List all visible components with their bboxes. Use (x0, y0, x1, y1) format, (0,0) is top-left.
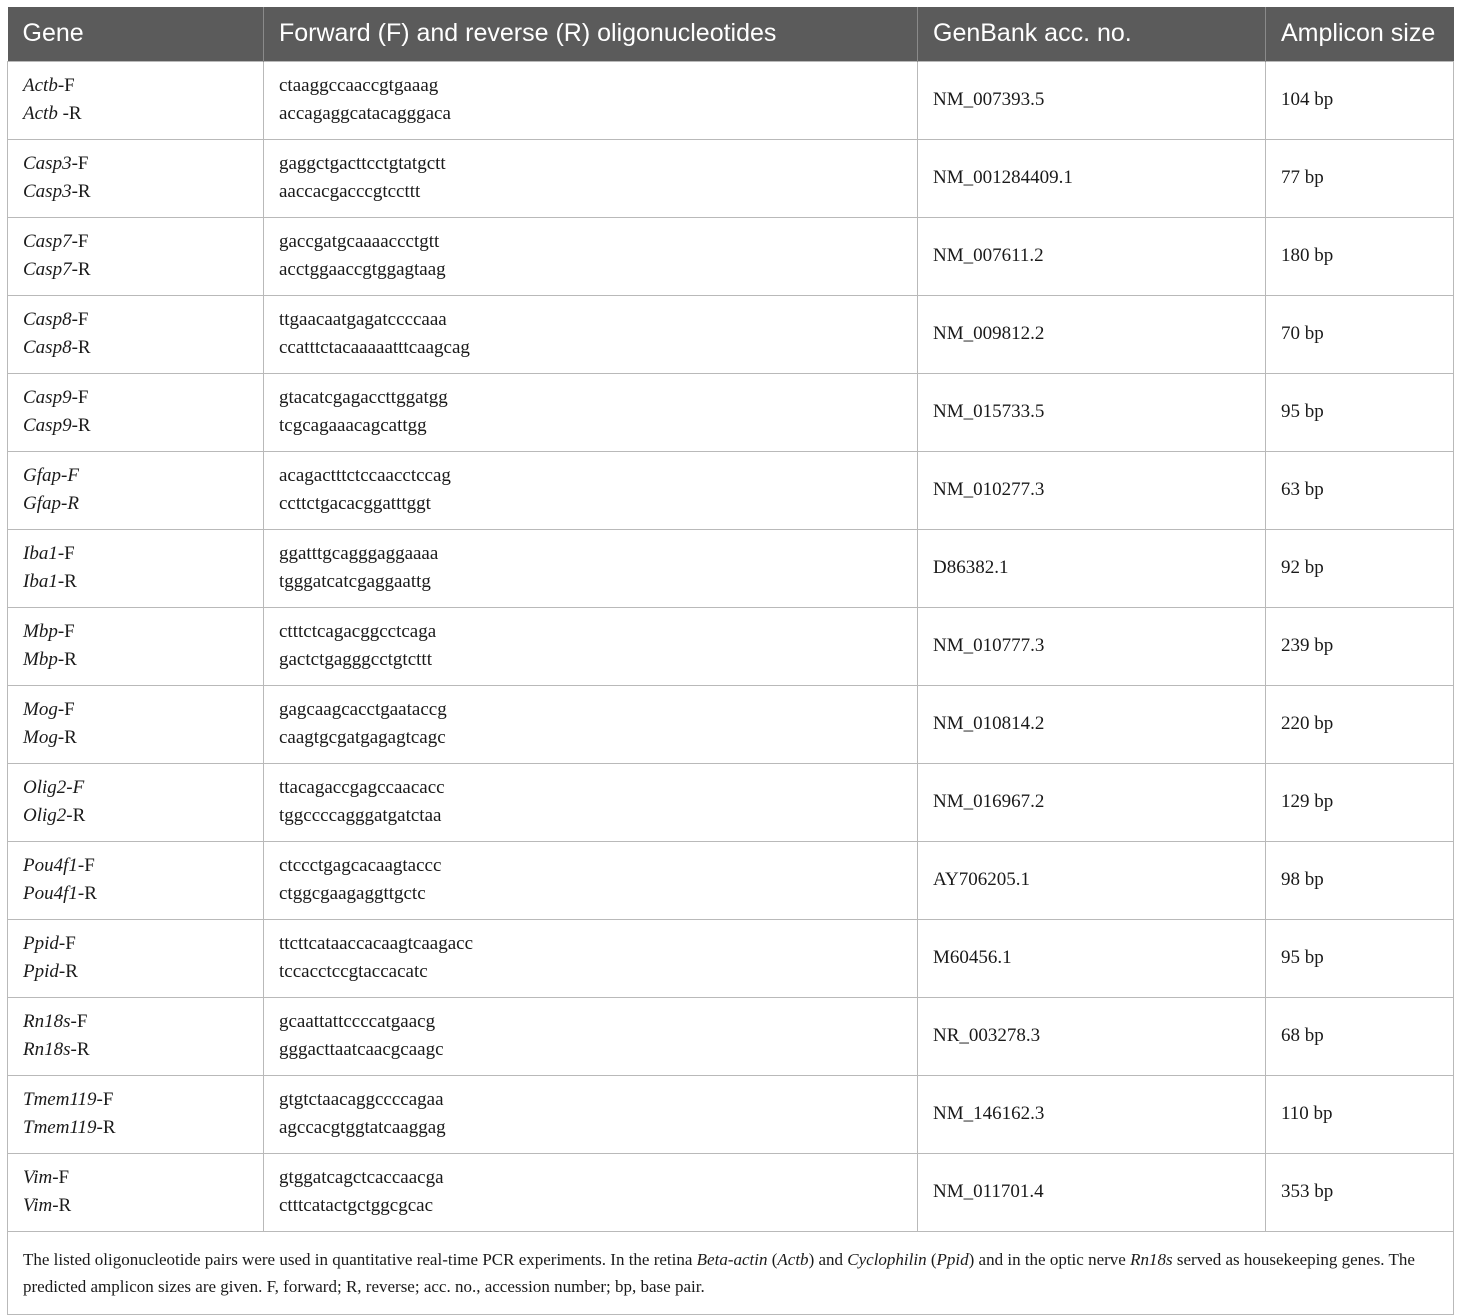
genbank-cell: D86382.1 (918, 529, 1266, 607)
gene-cell (8, 373, 264, 451)
amplicon-cell: 353 bp (1266, 1153, 1454, 1231)
reverse-sequence: tggccccagggatgatctaa (279, 805, 442, 826)
gene-symbol: Pou4f1 (23, 883, 78, 904)
header-row (8, 7, 1454, 61)
primer-suffix: -R (71, 181, 91, 202)
footnote-italic: Beta-actin (696, 1249, 768, 1269)
reverse-primer-name (23, 802, 263, 830)
primer-suffix: -F (57, 543, 75, 564)
forward-primer-name (23, 1164, 263, 1192)
reverse-sequence: accagaggcatacagggaca (279, 103, 451, 124)
amplicon-cell: 98 bp (1266, 841, 1454, 919)
genbank-cell: NM_015733.5 (918, 373, 1266, 451)
forward-primer-name (23, 384, 263, 412)
genbank-cell: NM_007393.5 (918, 61, 1266, 139)
gene-symbol: Tmem119 (23, 1117, 97, 1138)
gene-symbol: Mog (23, 727, 58, 748)
reverse-sequence: gggacttaatcaacgcaagc (279, 1039, 444, 1060)
reverse-primer-name (23, 490, 263, 518)
table-row (8, 373, 1454, 451)
footnote-italic: Ppid (936, 1249, 969, 1269)
table-row (8, 919, 1454, 997)
primer-suffix: -F (71, 153, 89, 174)
gene-symbol: Pou4f1 (23, 855, 78, 876)
primer-suffix: -F (58, 933, 76, 954)
table-footnote (8, 1231, 1454, 1314)
gene-symbol: Rn18s (23, 1011, 71, 1032)
forward-sequence: acagactttctccaacctccag (279, 465, 451, 486)
gene-symbol: Casp8 (23, 337, 72, 358)
reverse-primer-name (23, 334, 263, 362)
gene-symbol: Casp3 (23, 153, 72, 174)
footnote-text: ( (926, 1249, 937, 1269)
reverse-primer-name (23, 178, 263, 206)
primer-suffix: -F (71, 309, 89, 330)
primer-suffix: -R (57, 727, 77, 748)
primer-suffix: -F (96, 1089, 114, 1110)
oligo-cell (264, 529, 918, 607)
reverse-primer-name (23, 1192, 263, 1220)
primer-suffix: -F (57, 75, 75, 96)
forward-sequence: ctaaggccaaccgtgaaag (279, 75, 439, 96)
gene-symbol: Mbp (23, 621, 58, 642)
oligo-cell (264, 997, 918, 1075)
reverse-sequence: acctggaaccgtggagtaag (279, 259, 446, 280)
genbank-cell: NM_011701.4 (918, 1153, 1266, 1231)
primer-suffix: -R (58, 961, 78, 982)
table-row (8, 61, 1454, 139)
gene-symbol: Rn18s (23, 1039, 71, 1060)
forward-sequence: ctccctgagcacaagtaccc (279, 855, 442, 876)
genbank-cell: M60456.1 (918, 919, 1266, 997)
reverse-sequence: ctggcgaagaggttgctc (279, 883, 426, 904)
primer-suffix: -F (71, 231, 89, 252)
gene-symbol: Gfap-R (23, 493, 79, 514)
forward-primer-name (23, 696, 263, 724)
forward-sequence: gtgtctaacaggccccagaa (279, 1089, 444, 1110)
oligo-cell (264, 61, 918, 139)
gene-symbol: Mog (23, 699, 58, 720)
genbank-cell: NM_016967.2 (918, 763, 1266, 841)
table-row (8, 997, 1454, 1075)
primer-suffix: -F (70, 1011, 88, 1032)
amplicon-cell: 63 bp (1266, 451, 1454, 529)
oligo-cell (264, 607, 918, 685)
forward-sequence: ctttctcagacggcctcaga (279, 621, 437, 642)
forward-primer-name (23, 1008, 263, 1036)
reverse-sequence: ccatttctacaaaaatttcaagcag (279, 337, 470, 358)
gene-symbol: Mbp (23, 649, 58, 670)
reverse-sequence: tccacctccgtaccacatc (279, 961, 428, 982)
primer-table-container (7, 7, 1453, 1315)
primer-suffix: -R (77, 883, 97, 904)
header-genbank: GenBank acc. no. (918, 7, 1266, 61)
forward-sequence: gaccgatgcaaaaccctgtt (279, 231, 440, 252)
gene-symbol: Actb (23, 103, 58, 124)
primer-suffix: -R (71, 415, 91, 436)
primer-suffix: -F (71, 387, 89, 408)
gene-cell (8, 1153, 264, 1231)
reverse-primer-name (23, 646, 263, 674)
reverse-sequence: ctttcatactgctggcgcac (279, 1195, 434, 1216)
genbank-cell: NM_010277.3 (918, 451, 1266, 529)
oligo-cell (264, 685, 918, 763)
reverse-primer-name (23, 880, 263, 908)
gene-cell (8, 61, 264, 139)
header-gene: Gene (8, 7, 264, 61)
amplicon-cell: 95 bp (1266, 919, 1454, 997)
table-row (8, 529, 1454, 607)
amplicon-cell: 77 bp (1266, 139, 1454, 217)
gene-cell (8, 997, 264, 1075)
primer-table (7, 7, 1454, 1315)
primer-suffix: -F (77, 855, 95, 876)
primer-suffix: -R (71, 259, 91, 280)
forward-primer-name (23, 306, 263, 334)
forward-sequence: ggatttgcagggaggaaaa (279, 543, 439, 564)
primer-suffix: -R (70, 1039, 90, 1060)
primer-suffix: -R (57, 103, 82, 124)
gene-symbol: Actb (23, 75, 58, 96)
gene-symbol: Casp9 (23, 415, 72, 436)
forward-primer-name (23, 618, 263, 646)
forward-primer-name (23, 540, 263, 568)
header-oligos: Forward (F) and reverse (R) oligonucleotides (264, 7, 918, 61)
reverse-primer-name (23, 256, 263, 284)
gene-cell (8, 451, 264, 529)
primer-suffix: -R (71, 337, 91, 358)
genbank-cell: NM_001284409.1 (918, 139, 1266, 217)
gene-cell (8, 763, 264, 841)
gene-cell (8, 919, 264, 997)
genbank-cell: NM_146162.3 (918, 1075, 1266, 1153)
primer-suffix: -R (52, 1195, 72, 1216)
gene-symbol: Olig2 (23, 805, 67, 826)
footnote-italic: Rn18s (1130, 1249, 1173, 1269)
table-row (8, 763, 1454, 841)
forward-sequence: gtacatcgagaccttggatgg (279, 387, 448, 408)
gene-symbol: Casp8 (23, 309, 72, 330)
oligo-cell (264, 217, 918, 295)
gene-symbol: Iba1 (23, 543, 58, 564)
footnote-text: ( (767, 1249, 778, 1269)
gene-symbol: Tmem119 (23, 1089, 97, 1110)
oligo-cell (264, 841, 918, 919)
amplicon-cell: 104 bp (1266, 61, 1454, 139)
table-row (8, 685, 1454, 763)
gene-cell (8, 217, 264, 295)
reverse-primer-name (23, 724, 263, 752)
table-row (8, 451, 1454, 529)
gene-cell (8, 529, 264, 607)
gene-cell (8, 685, 264, 763)
oligo-cell (264, 451, 918, 529)
oligo-cell (264, 373, 918, 451)
oligo-cell (264, 763, 918, 841)
oligo-cell (264, 139, 918, 217)
amplicon-cell: 180 bp (1266, 217, 1454, 295)
primer-suffix: -R (96, 1117, 116, 1138)
oligo-cell (264, 1153, 918, 1231)
forward-sequence: gcaattattccccatgaacg (279, 1011, 436, 1032)
forward-primer-name (23, 228, 263, 256)
primer-suffix: -F (57, 621, 75, 642)
gene-symbol: Vim (23, 1195, 53, 1216)
reverse-sequence: tcgcagaaacagcattgg (279, 415, 427, 436)
forward-primer-name (23, 150, 263, 178)
forward-primer-name (23, 852, 263, 880)
reverse-primer-name (23, 100, 263, 128)
amplicon-cell: 70 bp (1266, 295, 1454, 373)
forward-primer-name (23, 930, 263, 958)
gene-symbol: Casp7 (23, 259, 72, 280)
amplicon-cell: 220 bp (1266, 685, 1454, 763)
reverse-sequence: ccttctgacacggatttggt (279, 493, 431, 514)
forward-primer-name (23, 72, 263, 100)
amplicon-cell: 110 bp (1266, 1075, 1454, 1153)
reverse-sequence: gactctgagggcctgtcttt (279, 649, 432, 670)
gene-cell (8, 1075, 264, 1153)
reverse-primer-name (23, 568, 263, 596)
oligo-cell (264, 919, 918, 997)
gene-cell (8, 607, 264, 685)
genbank-cell: NR_003278.3 (918, 997, 1266, 1075)
amplicon-cell: 68 bp (1266, 997, 1454, 1075)
gene-symbol: Iba1 (23, 571, 58, 592)
reverse-primer-name (23, 1114, 263, 1142)
genbank-cell: NM_010814.2 (918, 685, 1266, 763)
footnote-row (8, 1231, 1454, 1314)
reverse-sequence: caagtgcgatgagagtcagc (279, 727, 446, 748)
primer-suffix: -R (57, 649, 77, 670)
footnote-text: ) and in the optic nerve (968, 1249, 1131, 1269)
reverse-primer-name (23, 958, 263, 986)
footnote-text: The listed oligonucleotide pairs were used in quantitative real-time PCR experiments. In the retina (23, 1249, 697, 1269)
forward-sequence: ttgaacaatgagatccccaaa (279, 309, 447, 330)
gene-cell (8, 139, 264, 217)
amplicon-cell: 95 bp (1266, 373, 1454, 451)
header-amplicon: Amplicon size (1266, 7, 1454, 61)
forward-primer-name (23, 774, 263, 802)
footnote-italic: Cyclophilin (847, 1249, 927, 1269)
gene-symbol: Ppid (23, 961, 59, 982)
table-row (8, 1075, 1454, 1153)
amplicon-cell: 239 bp (1266, 607, 1454, 685)
footnote-text: served as housekeeping genes. The predicted amplicon sizes are given. F, forward; R, reverse; acc. no., accession number; bp, base pair. (23, 1249, 1415, 1296)
reverse-sequence: tgggatcatcgaggaattg (279, 571, 431, 592)
genbank-cell: NM_010777.3 (918, 607, 1266, 685)
gene-symbol: Casp7 (23, 231, 72, 252)
table-body (8, 61, 1454, 1231)
footnote-italic: Actb (777, 1249, 809, 1269)
primer-suffix: -R (57, 571, 77, 592)
amplicon-cell: 92 bp (1266, 529, 1454, 607)
forward-sequence: gagcaagcacctgaataccg (279, 699, 447, 720)
gene-symbol: Gfap-F (23, 465, 79, 486)
genbank-cell: AY706205.1 (918, 841, 1266, 919)
genbank-cell: NM_007611.2 (918, 217, 1266, 295)
gene-cell (8, 295, 264, 373)
table-row (8, 1153, 1454, 1231)
gene-cell (8, 841, 264, 919)
table-row (8, 841, 1454, 919)
reverse-primer-name (23, 412, 263, 440)
primer-suffix: -R (66, 805, 86, 826)
forward-sequence: gtggatcagctcaccaacga (279, 1167, 444, 1188)
genbank-cell: NM_009812.2 (918, 295, 1266, 373)
amplicon-cell: 129 bp (1266, 763, 1454, 841)
gene-symbol: Vim (23, 1167, 53, 1188)
forward-sequence: gaggctgacttcctgtatgctt (279, 153, 446, 174)
table-row (8, 607, 1454, 685)
oligo-cell (264, 1075, 918, 1153)
forward-sequence: ttcttcataaccacaagtcaagacc (279, 933, 474, 954)
primer-suffix: -F (52, 1167, 70, 1188)
reverse-sequence: agccacgtggtatcaaggag (279, 1117, 446, 1138)
footnote-text: ) and (808, 1249, 848, 1269)
reverse-primer-name (23, 1036, 263, 1064)
gene-symbol: Casp3 (23, 181, 72, 202)
table-row (8, 217, 1454, 295)
table-row (8, 139, 1454, 217)
reverse-sequence: aaccacgacccgtccttt (279, 181, 421, 202)
gene-symbol: Casp9 (23, 387, 72, 408)
gene-symbol: Ppid (23, 933, 59, 954)
oligo-cell (264, 295, 918, 373)
forward-sequence: ttacagaccgagccaacacc (279, 777, 445, 798)
table-row (8, 295, 1454, 373)
primer-suffix: -F (57, 699, 75, 720)
forward-primer-name (23, 462, 263, 490)
gene-symbol: Olig2-F (23, 777, 85, 798)
forward-primer-name (23, 1086, 263, 1114)
